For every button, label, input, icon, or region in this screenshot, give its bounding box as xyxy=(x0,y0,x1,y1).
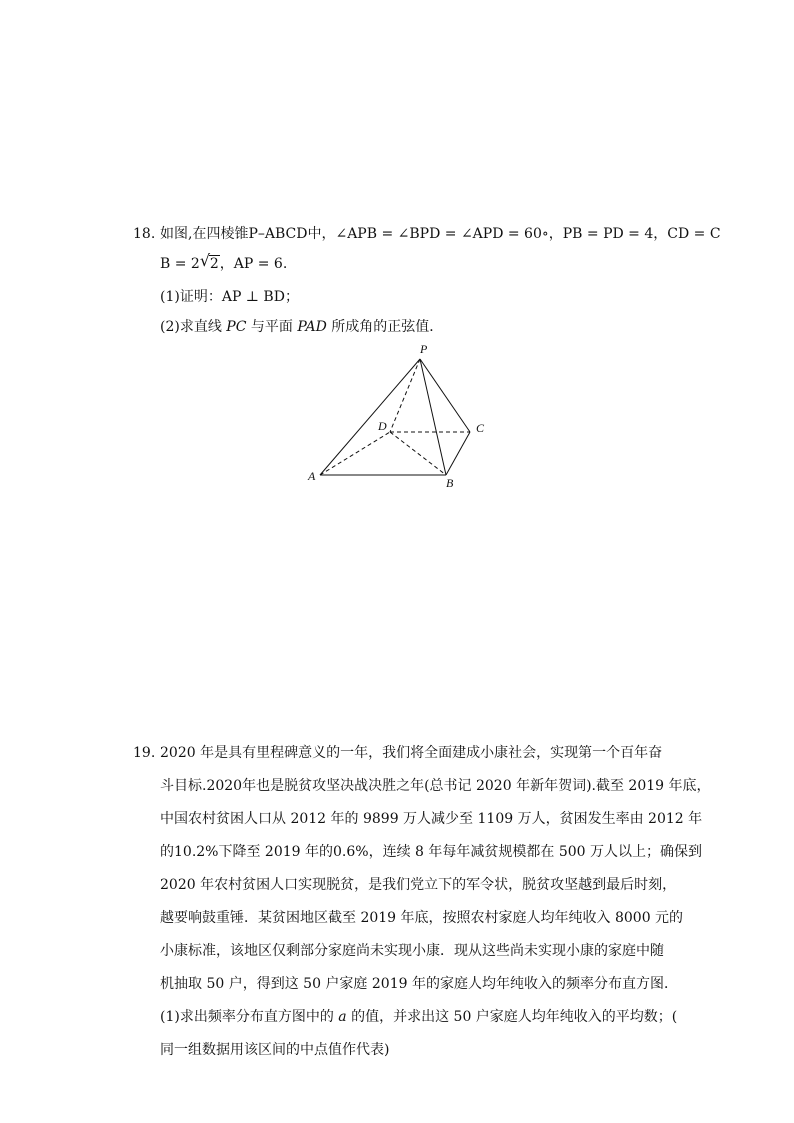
edge-pa xyxy=(320,359,420,475)
q18-part2-b: 与平面 xyxy=(246,319,298,335)
q18-part2-a: (2)求直线 xyxy=(160,319,227,335)
question-18-part-1: (1)证明：AP ⊥ BD； xyxy=(160,289,299,305)
q18-part2-pc: PC xyxy=(226,319,247,335)
edge-pd xyxy=(390,359,420,432)
edge-pc xyxy=(420,359,470,432)
vertex-label-p: P xyxy=(420,342,428,356)
sqrt-expression: √ 2 xyxy=(199,251,219,272)
sqrt-radicand: 2 xyxy=(209,256,219,272)
pyramid-figure xyxy=(300,335,500,495)
vertex-label-a: A xyxy=(308,469,316,483)
question-19-line-1: 2020 年是具有里程碑意义的一年，我们将全面建成小康社会，实现第一个百年奋 xyxy=(160,745,663,761)
question-19-line-4: 的10.2%下降至 2019 年的0.6%，连续 8 年每年减贫规模都在 500 万人以上；确保到 xyxy=(160,844,702,860)
question-19-part-1-line-2: 同一组数据用该区间的中点值作代表) xyxy=(160,1042,390,1058)
question-19-line-3: 中国农村贫困人口从 2012 年的 9899 万人减少至 1109 万人，贫困发生率由 2012 年 xyxy=(160,811,703,827)
question-18-part-2 xyxy=(160,318,443,336)
vertex-label-c: C xyxy=(476,421,485,435)
question-19-number: 19. xyxy=(133,745,156,761)
question-19-line-7: 小康标准，该地区仅剩部分家庭尚未实现小康．现从这些尚未实现小康的家庭中随 xyxy=(160,943,664,959)
question-18-line-1: 如图,在四棱锥P–ABCD中，∠APB = ∠BPD = ∠APD = 60∘，PB = PD = 4，CD = C xyxy=(160,226,721,242)
question-19-part-1 xyxy=(160,1008,677,1026)
vertex-label-d: D xyxy=(378,419,387,433)
q18-part2-pad: PAD xyxy=(297,319,327,335)
q18-part2-c: 所成角的正弦值． xyxy=(326,319,444,335)
edge-bc xyxy=(446,432,470,475)
q18-line2-prefix: B = 2 xyxy=(160,256,200,272)
q19-part1-b: 的值，并求出这 50 户家庭人均年纯收入的平均数；( xyxy=(346,1009,678,1025)
edge-ad xyxy=(320,432,390,475)
q19-part1-var: a xyxy=(338,1009,347,1025)
q18-line2-suffix: ，AP = 6. xyxy=(219,256,288,272)
question-19-line-2: 斗目标.2020年也是脱贫攻坚决战决胜之年(总书记 2020 年新年贺词).截至 2019 年底， xyxy=(160,778,711,794)
question-19-line-5: 2020 年农村贫困人口实现脱贫，是我们党立下的军令状，脱贫攻坚越到最后时刻， xyxy=(160,877,677,893)
question-18-line-2 xyxy=(160,251,288,273)
question-19-line-8: 机抽取 50 户，得到这 50 户家庭 2019 年的家庭人均年纯收入的频率分布直方图． xyxy=(160,976,678,992)
q19-part1-a: (1)求出频率分布直方图中的 xyxy=(160,1009,339,1025)
vertex-label-b: B xyxy=(446,476,454,490)
question-18-number: 18. xyxy=(133,226,156,242)
question-19-line-6: 越要响鼓重锤．某贫困地区截至 2019 年底，按照农村家庭人均年纯收入 8000 元的 xyxy=(160,910,684,926)
